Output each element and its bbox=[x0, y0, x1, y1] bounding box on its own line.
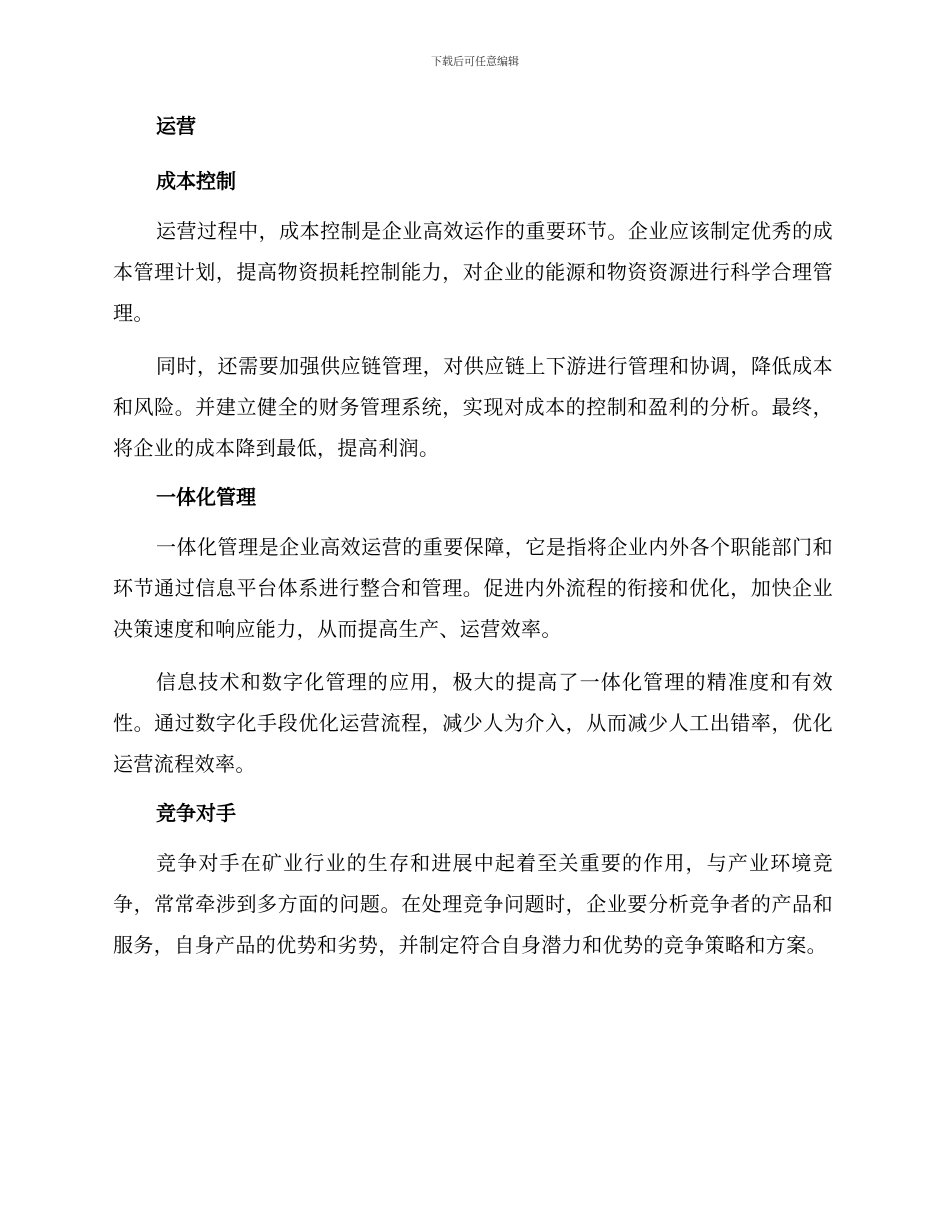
paragraph: 信息技术和数字化管理的应用，极大的提高了一体化管理的精准度和有效性。通过数字化手段优化运营流程，减少人为介入，从而减少人工出错率，优化运营流程效率。 bbox=[113, 670, 833, 776]
section-heading-cost-control: 成本控制 bbox=[156, 169, 236, 193]
section-heading-competitors: 竞争对手 bbox=[156, 801, 236, 825]
header-note: 下载后可任意编辑 bbox=[431, 55, 519, 68]
section-heading-integrated-management: 一体化管理 bbox=[156, 485, 256, 509]
paragraph: 竞争对手在矿业行业的生存和进展中起着至关重要的作用，与产业环境竞争，常常牵涉到多方面的问题。在处理竞争问题时，企业要分析竞争者的产品和服务，自身产品的优势和劣势，并制定符合自身潜力和优势的竞争策略和方案。 bbox=[113, 851, 833, 957]
paragraph: 运营过程中，成本控制是企业高效运作的重要环节。企业应该制定优秀的成本管理计划，提高物资损耗控制能力，对企业的能源和物资资源进行科学合理管理。 bbox=[113, 219, 833, 325]
document-body bbox=[113, 110, 833, 978]
paragraph: 一体化管理是企业高效运营的重要保障，它是指将企业内外各个职能部门和环节通过信息平台体系进行整合和管理。促进内外流程的衔接和优化，加快企业决策速度和响应能力，从而提高生产、运营效率。 bbox=[113, 535, 833, 641]
document-title: 运营 bbox=[156, 114, 196, 138]
paragraph: 同时，还需要加强供应链管理，对供应链上下游进行管理和协调，降低成本和风险。并建立健全的财务管理系统，实现对成本的控制和盈利的分析。最终，将企业的成本降到最低，提高利润。 bbox=[113, 354, 833, 460]
